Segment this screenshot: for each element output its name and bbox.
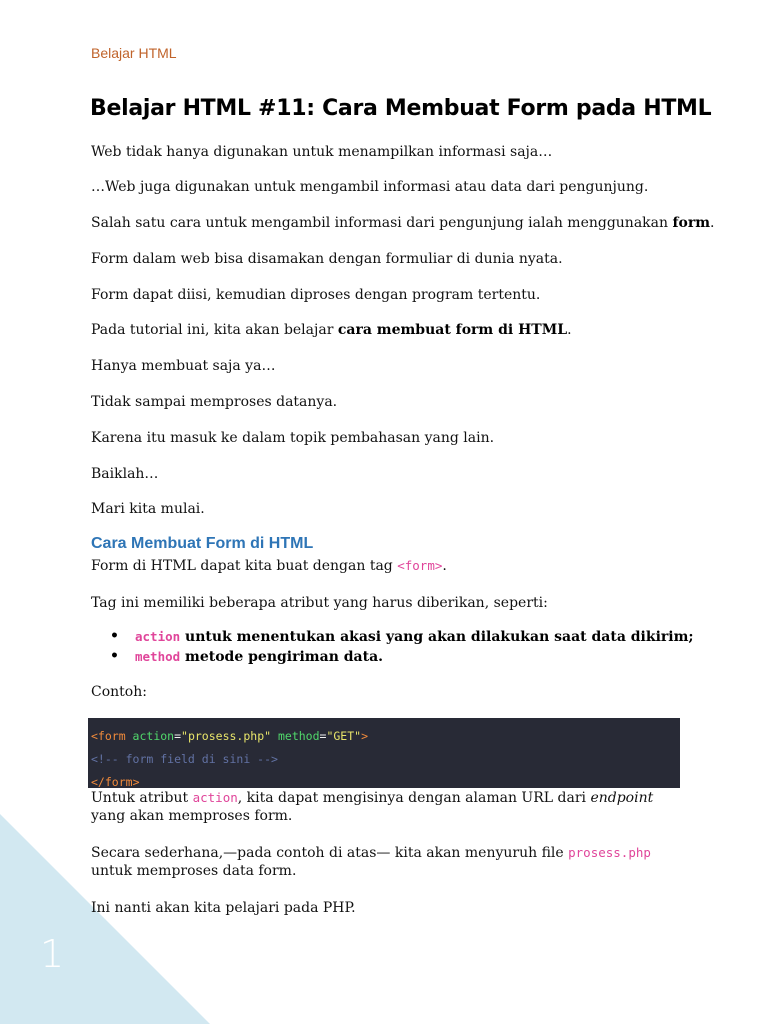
bold-term: form	[672, 215, 711, 231]
list-item: • method metode pengiriman data.	[110, 647, 694, 667]
inline-code: action	[192, 790, 238, 805]
page-number: 1	[40, 932, 65, 976]
paragraph: Hanya membuat saja ya…	[91, 358, 276, 374]
paragraph: Pada tutorial ini, kita akan belajar cara membuat form di HTML.	[91, 322, 572, 338]
page-title: Belajar HTML #11: Cara Membuat Form pada HTML	[90, 96, 712, 121]
paragraph: Tidak sampai memproses datanya.	[91, 394, 338, 410]
list-item: • action untuk menentukan akasi yang akan dilakukan saat data dikirim;	[110, 627, 694, 647]
paragraph: Form dapat diisi, kemudian diproses dengan program tertentu.	[91, 287, 541, 303]
code-line: <!-- form field di sini -->	[91, 752, 278, 766]
paragraph: …Web juga digunakan untuk mengambil informasi atau data dari pengunjung.	[91, 179, 649, 195]
paragraph: Contoh:	[91, 684, 147, 700]
running-header: Belajar HTML	[91, 45, 177, 61]
paragraph: Mari kita mulai.	[91, 501, 205, 517]
inline-code: action	[135, 629, 181, 644]
paragraph: Salah satu cara untuk mengambil informasi dari pengunjung ialah menggunakan form.	[91, 215, 715, 231]
paragraph: Secara sederhana,—pada contoh di atas— kita akan menyuruh file prosess.php untuk memproses data form.	[91, 845, 651, 879]
code-line: </form>	[91, 775, 140, 789]
bold-term: cara membuat form di HTML	[337, 322, 568, 338]
inline-code: method	[135, 649, 181, 664]
paragraph: Form di HTML dapat kita buat dengan tag <form>.	[91, 558, 447, 574]
code-block	[88, 718, 680, 788]
inline-code: <form>	[397, 558, 443, 573]
paragraph: Web tidak hanya digunakan untuk menampilkan informasi saja…	[91, 144, 553, 160]
paragraph: Karena itu masuk ke dalam topik pembahasan yang lain.	[91, 430, 495, 446]
section-heading: Cara Membuat Form di HTML	[91, 535, 314, 552]
paragraph: Ini nanti akan kita pelajari pada PHP.	[91, 900, 356, 916]
paragraph: Form dalam web bisa disamakan dengan formuliar di dunia nyata.	[91, 251, 563, 267]
italic-term: endpoint	[590, 790, 654, 806]
code-line: <form action="prosess.php" method="GET">	[91, 729, 369, 743]
inline-code: prosess.php	[568, 845, 651, 860]
paragraph: Untuk atribut action, kita dapat mengisinya dengan alaman URL dari endpoint yang akan memproses form.	[91, 790, 654, 824]
paragraph: Baiklah…	[91, 466, 159, 482]
attribute-list	[110, 627, 694, 667]
paragraph: Tag ini memiliki beberapa atribut yang harus diberikan, seperti:	[91, 595, 548, 611]
